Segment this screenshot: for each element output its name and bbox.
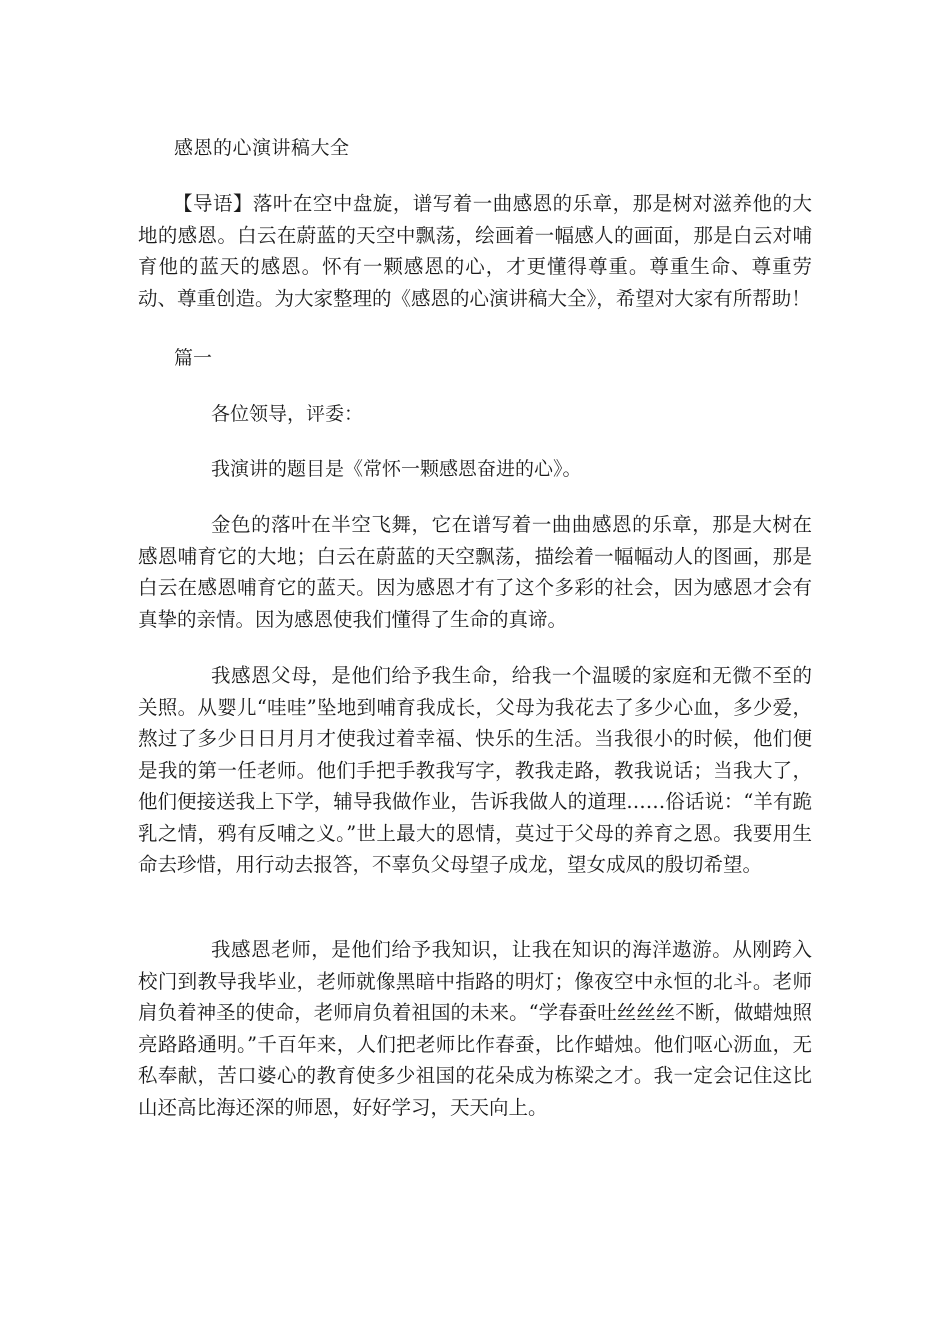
section-label: 篇一 [174,347,213,369]
document-title: 感恩的心演讲稿大全 [174,137,350,159]
body-paragraph: 金色的落叶在半空飞舞，它在谱写着一曲曲感恩的乐章，那是大树在感恩哺育它的大地；白云在蔚蓝的天空飘荡，描绘着一幅幅动人的图画，那是白云在感恩哺育它的蓝天。因为感恩才有了这个多彩的社会，因为感恩才会有真挚的亲情。因为感恩使我们懂得了生命的真谛。 [138,513,812,631]
intro-paragraph: 【导语】落叶在空中盘旋，谱写着一曲感恩的乐章，那是树对滋养他的大地的感恩。白云在蔚蓝的天空中飘荡，绘画着一幅感人的画面，那是白云对哺育他的蓝天的感恩。怀有一颗感恩的心，才更懂得尊重。尊重生命、尊重劳动、尊重创造。为大家整理的《感恩的心演讲稿大全》，希望对大家有所帮助！ [138,192,812,310]
body-paragraph: 我感恩父母，是他们给予我生命，给我一个温暖的家庭和无微不至的关照。从婴儿“哇哇”坠地到哺育我成长，父母为我花去了多少心血，多少爱，熬过了多少日日月月才使我过着幸福、快乐的生活。当我很小的时候，他们便是我的第一任老师。他们手把手教我写字，教我走路，教我说话；当我大了，他们便接送我上下学，辅导我做作业，告诉我做人的道理……俗话说：“羊有跪乳之情，鸦有反哺之义。”世上最大的恩情，莫过于父母的养育之恩。我要用生命去珍惜，用行动去报答，不辜负父母望子成龙，望女成凤的殷切希望。 [138,664,812,876]
greeting-line: 各位领导，评委： [211,403,364,425]
body-paragraph: 我感恩老师，是他们给予我知识，让我在知识的海洋遨游。从刚跨入校门到教导我毕业，老师就像黑暗中指路的明灯；像夜空中永恒的北斗。老师肩负着神圣的使命，老师肩负着祖国的未来。“学春蚕吐丝丝丝不断，做蜡烛照亮路路通明。”千百年来，人们把老师比作春蚕，比作蜡烛。他们呕心沥血，无私奉献，苦口婆心的教育使多少祖国的花朵成为栋梁之才。我一定会记住这比山还高比海还深的师恩，好好学习，天天向上。 [138,938,812,1119]
topic-line: 我演讲的题目是《常怀一颗感恩奋进的心》。 [211,458,582,480]
